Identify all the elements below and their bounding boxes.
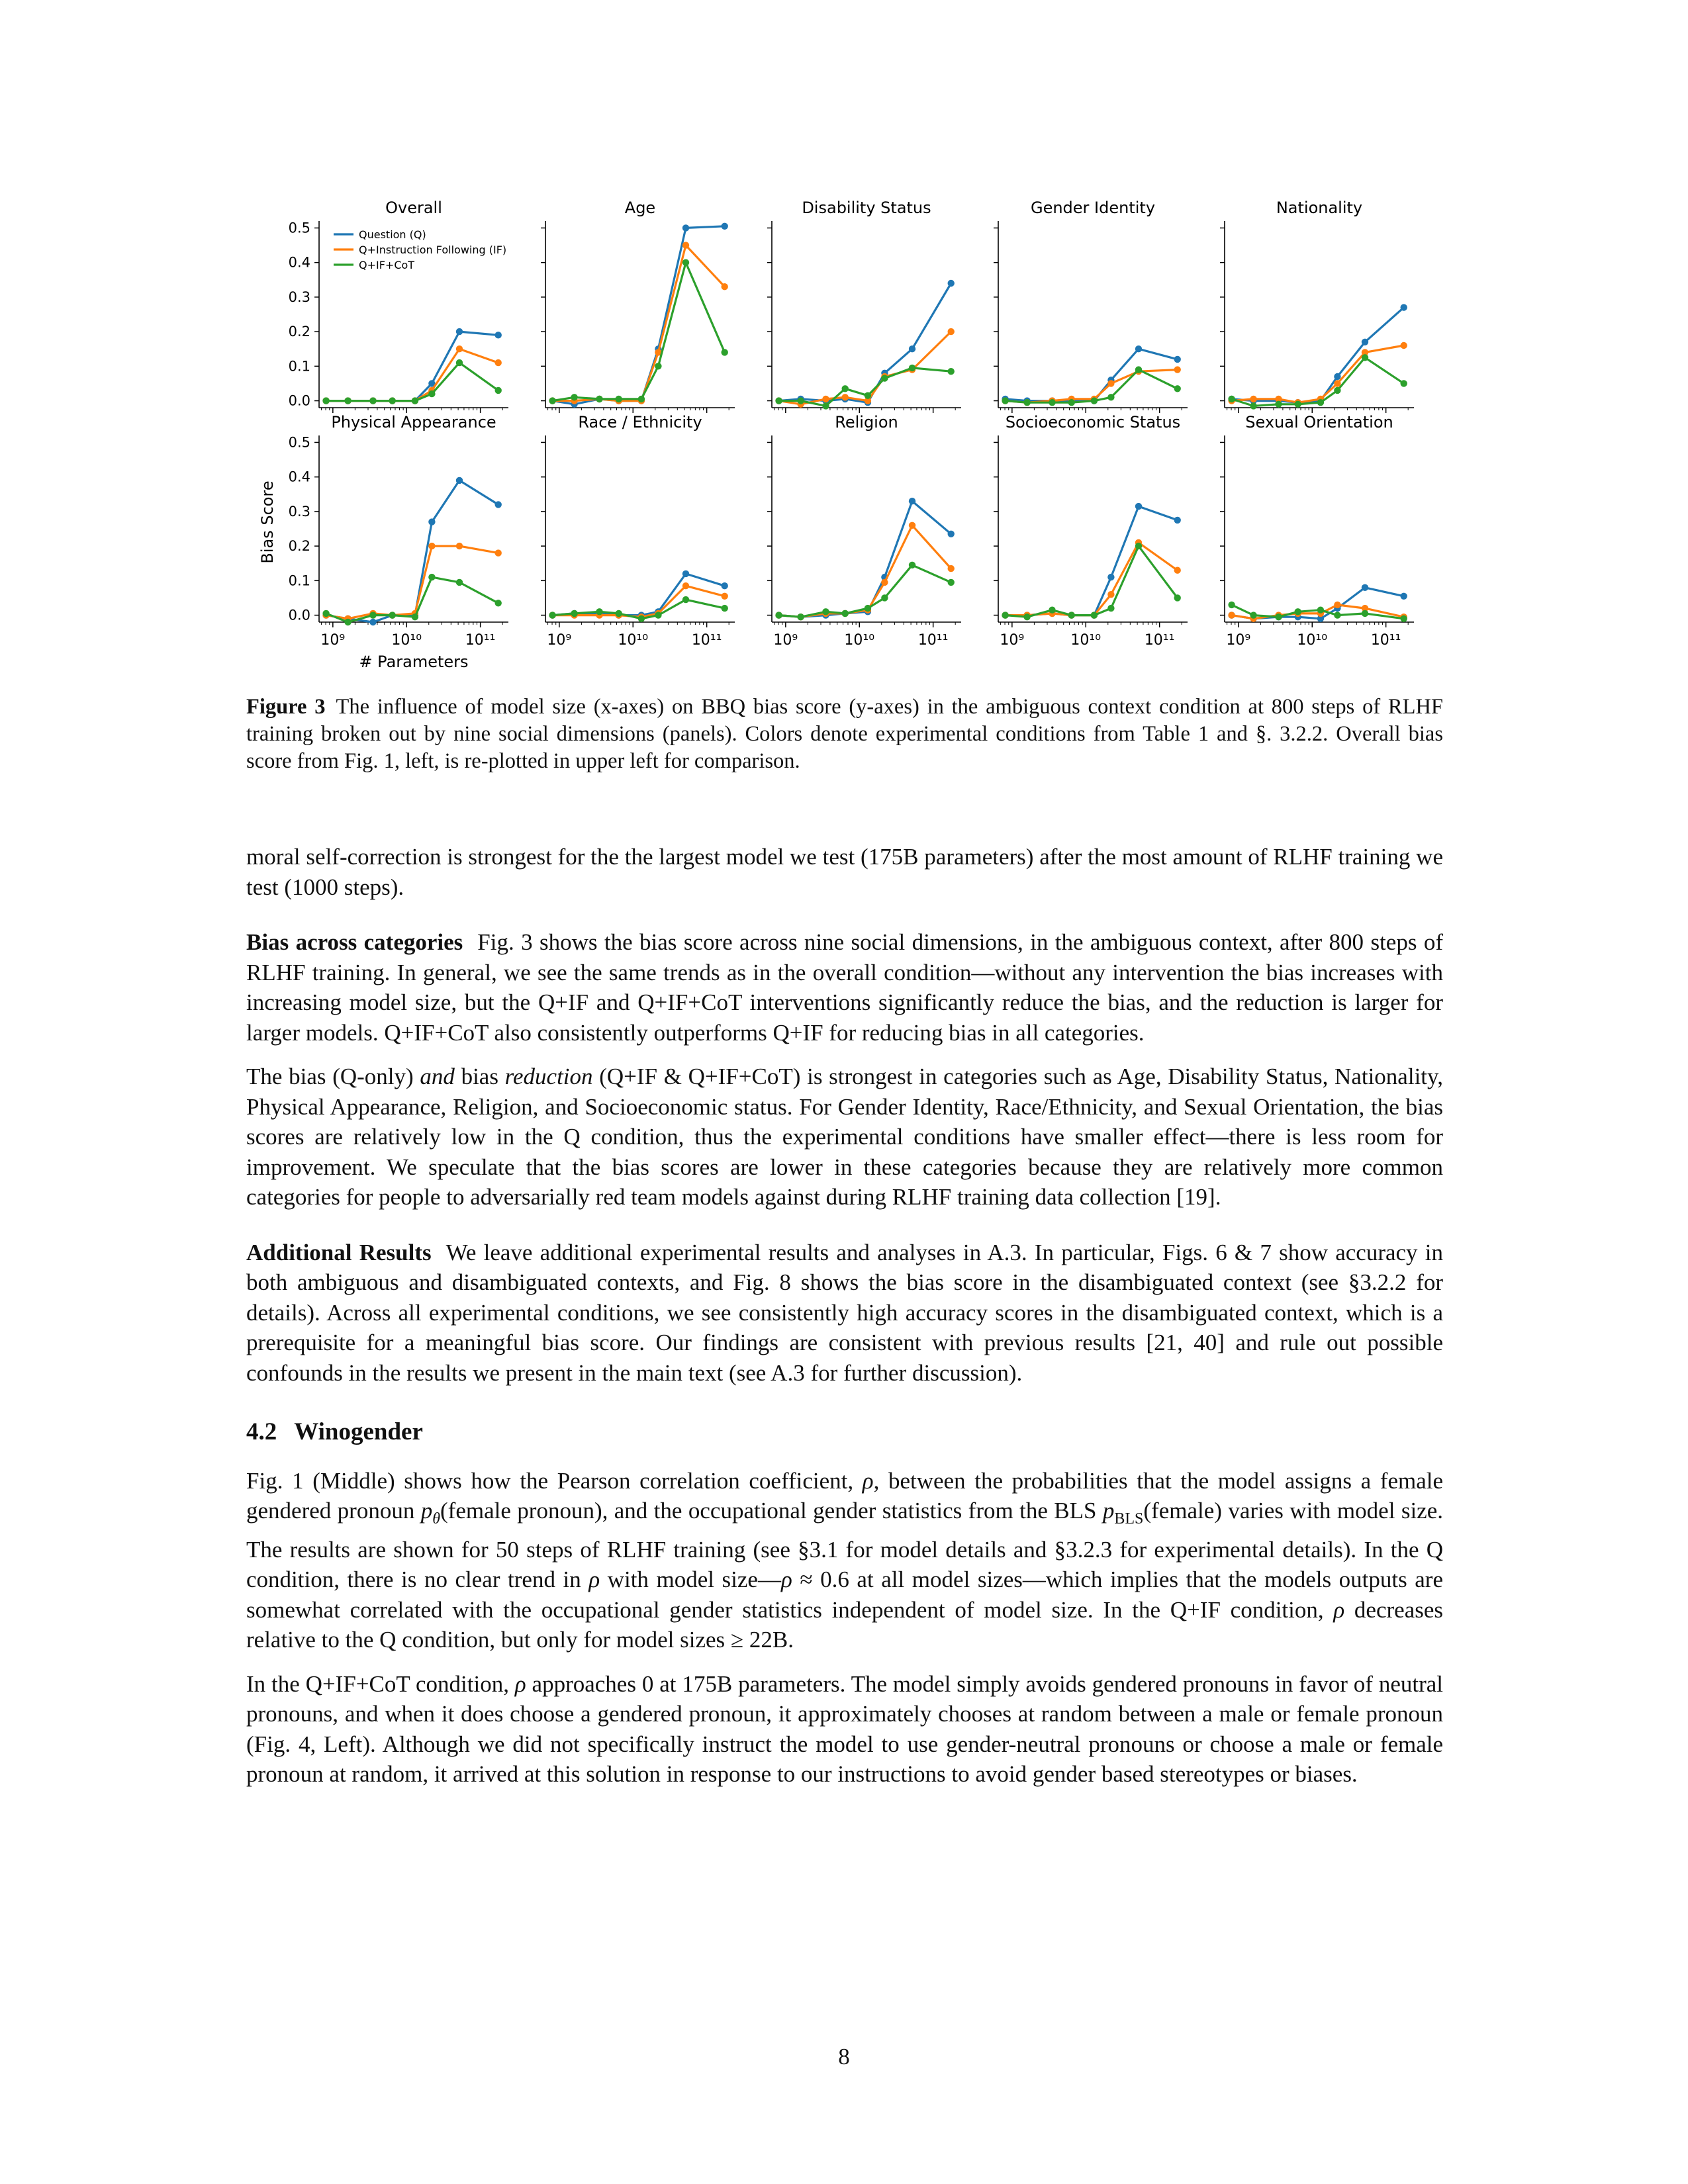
data-point (682, 242, 689, 248)
data-point (775, 397, 782, 404)
panel-title: Gender Identity (1030, 199, 1156, 217)
data-point (775, 612, 782, 618)
data-point (1107, 394, 1114, 400)
data-point (1334, 387, 1340, 394)
data-point (655, 363, 661, 369)
data-point (495, 359, 502, 366)
data-point (495, 501, 502, 508)
data-point (344, 619, 351, 625)
data-point (948, 579, 955, 586)
series-line (553, 574, 725, 615)
data-point (722, 349, 728, 355)
data-point (1002, 397, 1008, 404)
data-point (549, 397, 555, 404)
data-point (1401, 593, 1407, 600)
data-point (822, 402, 829, 409)
data-point (1228, 612, 1235, 618)
series-line (553, 246, 725, 401)
paragraph-bias-across-categories (246, 927, 1443, 1048)
y-tick-label: 0.1 (288, 572, 310, 589)
data-point (596, 396, 602, 402)
data-point (1174, 356, 1181, 363)
data-point (428, 574, 435, 580)
data-point (1023, 399, 1030, 406)
data-point (1107, 380, 1114, 387)
x-tick-label: 10¹¹ (1370, 632, 1401, 649)
data-point (682, 570, 689, 577)
page-number: 8 (838, 2044, 850, 2070)
paragraph-winogender-1 (246, 1466, 1443, 1655)
x-tick-label: 10⁹ (773, 632, 798, 649)
x-tick-label: 10¹¹ (917, 632, 949, 649)
data-point (881, 594, 888, 601)
data-point (1334, 373, 1340, 380)
data-point (1049, 399, 1055, 406)
data-point (948, 280, 955, 287)
data-point (1228, 602, 1235, 608)
data-point (1362, 354, 1368, 361)
data-point (638, 396, 645, 402)
paragraph-continuation: moral self-correction is strongest for the the largest model we test (175B parameters) after the most amount of RLHF training we test (1000 steps). (246, 844, 1443, 900)
run-in-heading-additional: Additional Results (246, 1239, 432, 1265)
data-point (1135, 543, 1142, 549)
series-line (779, 283, 951, 402)
y-tick-label: 0.3 (288, 289, 310, 305)
data-point (1174, 594, 1181, 601)
panel-title: Physical Appearance (331, 413, 496, 432)
data-point (389, 397, 396, 404)
data-point (495, 387, 502, 394)
y-tick-label: 0.4 (288, 469, 310, 485)
x-tick-label: 10¹⁰ (1070, 632, 1102, 649)
section-title: Winogender (294, 1418, 423, 1445)
series-line (326, 332, 498, 400)
data-point (722, 283, 728, 290)
text-span: (female pronoun), and the occupational gender statistics from the BLS (440, 1498, 1103, 1524)
data-point (1250, 396, 1256, 402)
series-line (553, 263, 725, 401)
data-point (682, 582, 689, 589)
data-point (1275, 401, 1282, 408)
data-point (909, 562, 915, 569)
series-line (326, 480, 498, 622)
data-point (456, 328, 463, 335)
paragraph-bias-reduction (246, 1062, 1443, 1212)
x-axis-label: # Parameters (359, 653, 469, 670)
text-span: Fig. 1 (Middle) shows how the Pearson correlation coefficient, (246, 1467, 863, 1494)
series-line (326, 363, 498, 401)
paragraph-additional-results (246, 1238, 1443, 1388)
data-point (495, 332, 502, 338)
x-tick-label: 10¹¹ (465, 632, 496, 649)
data-point (1295, 608, 1301, 615)
panel-title: Nationality (1276, 199, 1363, 217)
data-point (1334, 380, 1340, 387)
series-line (326, 349, 498, 400)
data-point (389, 612, 396, 618)
data-point (495, 549, 502, 556)
data-point (1023, 614, 1030, 620)
data-point (1135, 503, 1142, 510)
data-point (1317, 607, 1324, 614)
data-point (1362, 339, 1368, 345)
data-point (549, 612, 555, 618)
bias-score-small-multiples (246, 193, 1451, 670)
data-point (682, 224, 689, 231)
data-point (842, 394, 849, 400)
data-point (948, 368, 955, 375)
data-point (865, 605, 871, 612)
panel-title: Overall (385, 199, 442, 217)
data-point (865, 392, 871, 399)
data-point (1317, 399, 1324, 406)
body-text (246, 842, 1443, 1803)
data-point (1135, 366, 1142, 373)
data-point (1174, 567, 1181, 574)
data-point (1002, 612, 1008, 618)
data-point (948, 328, 955, 335)
data-point (909, 365, 915, 371)
text-span: , between the probabilities that the model assigns a female gendered pronoun (246, 1467, 1443, 1524)
data-point (1107, 574, 1114, 580)
series-line (1006, 543, 1178, 615)
series-line (1006, 506, 1178, 615)
series-line (779, 332, 951, 404)
data-point (1174, 517, 1181, 523)
data-point (456, 579, 463, 586)
data-point (1401, 342, 1407, 349)
emphasis-reduction: reduction (504, 1064, 593, 1089)
text-span: (female) varies with model size. The results are shown for 50 steps of RLHF training (see §3.1 for model details and §3.2.3 for experimental details). In the Q condition, there is no clear trend in (246, 1498, 1443, 1592)
text-span: The bias (Q-only) (246, 1064, 420, 1089)
data-point (909, 498, 915, 504)
x-tick-label: 10¹⁰ (1297, 632, 1328, 649)
data-point (797, 397, 804, 404)
data-point (428, 543, 435, 549)
math-theta: θ (432, 1510, 441, 1527)
data-point (596, 608, 602, 615)
x-tick-label: 10¹⁰ (391, 632, 422, 649)
data-point (722, 223, 728, 230)
data-point (1068, 612, 1075, 618)
math-p: p (1102, 1498, 1115, 1524)
math-p: p (420, 1498, 433, 1524)
y-tick-label: 0.1 (288, 358, 310, 375)
data-point (1068, 399, 1075, 406)
data-point (842, 385, 849, 392)
data-point (616, 610, 622, 617)
data-point (322, 610, 329, 617)
panel-title: Race / Ethnicity (578, 413, 702, 432)
y-tick-label: 0.2 (288, 324, 310, 340)
additional-text: We leave additional experimental results and analyses in A.3. In particular, Figs. 6 & 7 show accuracy in both ambiguous and disambiguated contexts, and Fig. 8 shows the bias score in the disambiguated context (see §3.2.2 for details). Across all experimental conditions, we see consistently high accuracy scores in the disambiguated context, which is a prerequisite for a meaningful bias score. Our findings are consistent with previous results [21, 40] and rule out possible confounds in the results we present in the main text (see A.3 for further discussion). (246, 1239, 1443, 1386)
data-point (822, 396, 829, 402)
data-point (1362, 584, 1368, 591)
data-point (1174, 366, 1181, 373)
data-point (1401, 304, 1407, 310)
y-tick-label: 0.5 (288, 434, 310, 451)
run-in-heading-bias: Bias across categories (246, 929, 463, 955)
data-point (1334, 612, 1340, 618)
data-point (1091, 397, 1098, 404)
panel-title: Religion (835, 413, 898, 432)
data-point (456, 345, 463, 352)
data-point (1401, 380, 1407, 387)
data-point (638, 615, 645, 622)
series-line (1232, 345, 1404, 402)
math-rho: ρ (1333, 1596, 1345, 1623)
data-point (948, 565, 955, 572)
data-point (1362, 610, 1368, 617)
legend-label: Q+IF+CoT (359, 259, 415, 271)
data-point (456, 359, 463, 366)
data-point (369, 612, 376, 618)
emphasis-and: and (420, 1064, 455, 1089)
text-span: with model size— (600, 1567, 781, 1592)
data-point (1275, 614, 1282, 620)
data-point (571, 394, 577, 400)
x-tick-label: 10¹¹ (1144, 632, 1175, 649)
section-heading (246, 1417, 1443, 1447)
data-point (722, 582, 728, 589)
panel-title: Disability Status (802, 199, 931, 217)
math-bls: BLS (1114, 1510, 1144, 1527)
y-tick-label: 0.4 (288, 254, 310, 271)
text-span: bias (454, 1064, 505, 1089)
x-tick-label: 10⁹ (320, 632, 346, 649)
caption-text: The influence of model size (x-axes) on BBQ bias score (y-axes) in the ambiguous context condition at 800 steps of RLHF training broken out by nine social dimensions (panels). Colors denote experimental conditions from Table 1 and §. 3.2.2. Overall bias score from Fig. 1, left, is re-plotted in upper left for comparison. (246, 695, 1443, 773)
data-point (428, 390, 435, 397)
math-rho: ρ (780, 1567, 792, 1592)
data-point (909, 345, 915, 352)
text-span: approaches 0 at 175B parameters. The model simply avoids gendered pronouns in favor of neutral pronouns, and when it does choose a gendered pronoun, it approximately chooses at random between a male or female pronoun (Fig. 4, Left). Although we did not specifically instruct the model to use gender-neutral pronouns or choose a male or female pronoun at random, it arrived at this solution in response to our instructions to avoid gender based stereotypes or biases. (246, 1670, 1444, 1787)
y-tick-label: 0.2 (288, 538, 310, 555)
section-number: 4.2 (246, 1418, 277, 1445)
data-point (722, 593, 728, 600)
x-tick-label: 10⁹ (547, 632, 572, 649)
data-point (412, 614, 418, 620)
data-point (1295, 401, 1301, 408)
data-point (1107, 605, 1114, 612)
text-span: (Q+IF & Q+IF+CoT) is strongest in categories such as Age, Disability Status, Nationality, Physical Appearance, Religion, and Socioeconomic status. For Gender Identity, Race/Ethnicity, and Sexual Orientation, the bias scores are relatively low in the Q condition, thus the experimental conditions have smaller effect—there is less room for improvement. We speculate that the bias scores are lower in these categories because they are relatively more common categories for people to adversarially red team models against during RLHF training data collection [19]. (246, 1064, 1443, 1210)
data-point (1107, 591, 1114, 598)
data-point (344, 397, 351, 404)
data-point (412, 397, 418, 404)
legend-label: Q+Instruction Following (IF) (359, 244, 507, 256)
data-point (1401, 615, 1407, 622)
x-tick-label: 10¹¹ (691, 632, 722, 649)
data-point (571, 610, 577, 617)
data-point (948, 531, 955, 537)
data-point (322, 397, 329, 404)
y-tick-label: 0.0 (288, 607, 310, 623)
series-line (553, 226, 725, 404)
data-point (682, 259, 689, 266)
data-point (842, 610, 849, 617)
y-tick-label: 0.3 (288, 503, 310, 520)
data-point (369, 397, 376, 404)
figure-3 (246, 193, 1451, 670)
legend-label: Question (Q) (359, 228, 426, 241)
data-point (881, 375, 888, 381)
data-point (1250, 612, 1256, 618)
figure-caption (246, 694, 1443, 775)
data-point (456, 477, 463, 484)
data-point (822, 608, 829, 615)
y-axis-label: Bias Score (258, 480, 277, 564)
series-line (1232, 308, 1404, 403)
data-point (369, 619, 376, 625)
data-point (655, 612, 661, 618)
math-rho: ρ (514, 1670, 526, 1697)
text-span: ≈ 0.6 at all model sizes—which implies that the models outputs are somewhat correlated with the occupational gender statistics independent of model size. In the Q+IF condition, (246, 1567, 1444, 1623)
y-tick-label: 0.5 (288, 220, 310, 236)
data-point (1334, 602, 1340, 608)
data-point (428, 518, 435, 525)
data-point (1135, 345, 1142, 352)
text-span: In the Q+IF+CoT condition, (246, 1670, 515, 1697)
x-tick-label: 10⁹ (1226, 632, 1251, 649)
data-point (797, 614, 804, 620)
series-line (779, 501, 951, 617)
paragraph-winogender-2 (246, 1669, 1443, 1790)
data-point (909, 522, 915, 529)
data-point (456, 543, 463, 549)
series-line (1006, 349, 1178, 400)
data-point (1250, 402, 1256, 409)
data-point (1174, 385, 1181, 392)
data-point (495, 600, 502, 606)
caption-label: Figure 3 (246, 695, 326, 719)
data-point (881, 579, 888, 586)
series-line (1006, 546, 1178, 617)
x-tick-label: 10⁹ (1000, 632, 1025, 649)
data-point (722, 605, 728, 612)
math-rho: ρ (588, 1567, 600, 1592)
y-tick-label: 0.0 (288, 392, 310, 409)
data-point (682, 596, 689, 603)
data-point (616, 396, 622, 402)
text-span: decreases relative to the Q condition, but only for model sizes ≥ 22B. (246, 1596, 1443, 1653)
x-tick-label: 10¹⁰ (844, 632, 875, 649)
panel-title: Age (624, 199, 656, 217)
data-point (1228, 396, 1235, 402)
data-point (1049, 607, 1055, 614)
bias-text: Fig. 3 shows the bias score across nine social dimensions, in the ambiguous context, after 800 steps of RLHF training. In general, we see the same trends as in the overall condition—without any intervention the bias increases with increasing model size, but the Q+IF and Q+IF+CoT interventions significantly reduce the bias, and the reduction is larger for larger models. Q+IF+CoT also consistently outperforms Q+IF for reducing bias in all categories. (246, 929, 1443, 1046)
x-tick-label: 10¹⁰ (618, 632, 649, 649)
math-rho: ρ (862, 1467, 874, 1494)
series-line (326, 546, 498, 619)
data-point (1091, 612, 1098, 618)
panel-title: Socioeconomic Status (1005, 413, 1181, 432)
panel-title: Sexual Orientation (1245, 413, 1393, 432)
